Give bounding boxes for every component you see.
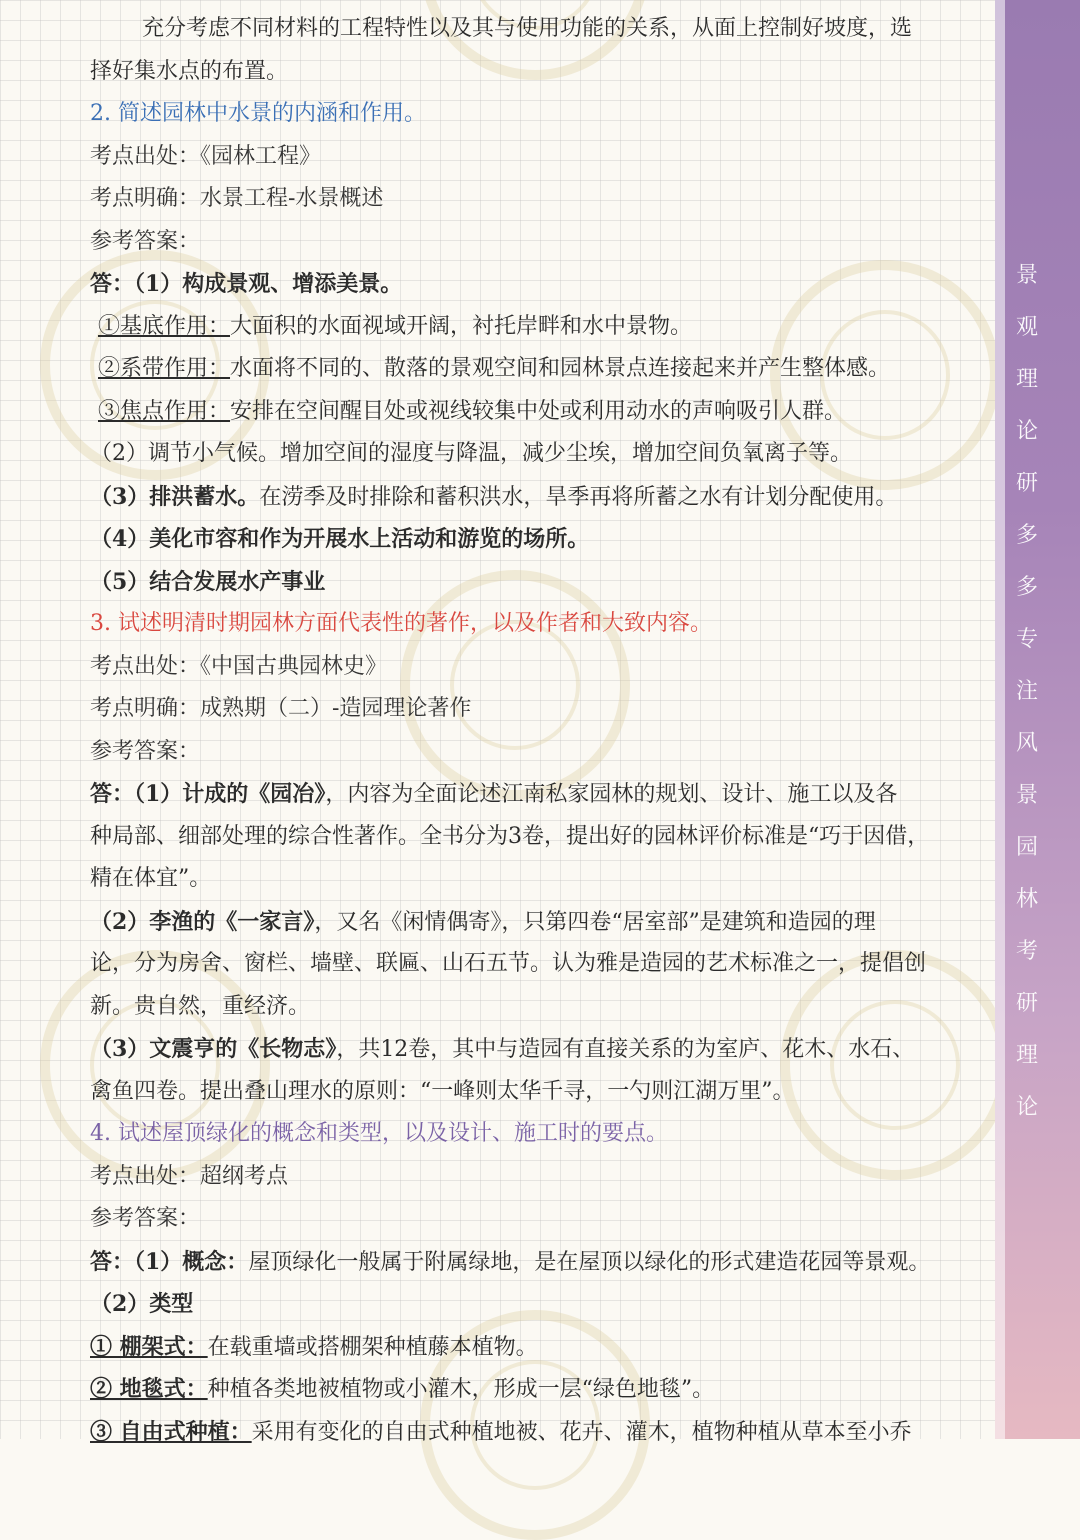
sidebar-char: 考 xyxy=(1015,939,1038,964)
item-label: 答：（1）计成的《园冶》 xyxy=(90,781,326,807)
sidebar-char: 专 xyxy=(1015,627,1038,652)
document-body xyxy=(90,8,990,1453)
item-text: 水面将不同的、散落的景观空间和园林景点连接起来并产生整体感。 xyxy=(230,356,891,381)
source-line: 考点出处：超纲考点 xyxy=(90,1163,289,1189)
item-text: 在载重墙或搭棚架种植藤本植物。 xyxy=(207,1334,538,1360)
paragraph-line: 充分考虑不同材料的工程特性以及其与使用功能的关系，从面上控制好坡度，选 xyxy=(142,16,913,41)
item-label: ①基底作用： xyxy=(98,313,231,339)
answer-line xyxy=(90,391,990,434)
item-label: （2）李渔的《一家言》 xyxy=(90,908,315,935)
item-text: ，又名《闲情偶寄》，只第四卷“居室部”是建筑和造园的理 xyxy=(314,909,876,935)
answer-line: 种局部、细部处理的综合性著作。全书分为3卷，提出好的园林评价标准是“巧于因借， xyxy=(90,823,930,849)
sidebar-char: 研 xyxy=(1015,471,1038,496)
item-label: （3）排洪蓄水。 xyxy=(90,483,260,510)
source-line: 考点出处：《中国古典园林史》 xyxy=(90,653,388,679)
sidebar-char: 理 xyxy=(1015,367,1038,392)
sidebar-char: 多 xyxy=(1015,575,1038,600)
answer-line: 精在体宜”。 xyxy=(90,866,212,891)
sidebar-char: 理 xyxy=(1015,1043,1038,1068)
item-label: ② 地毯式： xyxy=(90,1376,208,1402)
answer-line: （2）类型 xyxy=(90,1291,194,1317)
item-label: ③焦点作用： xyxy=(98,398,231,424)
question-title: 2. 简述园林中水景的内涵和作用。 xyxy=(90,101,426,126)
item-text: 在涝季及时排除和蓄积洪水，旱季再将所蓄之水有计划分配使用。 xyxy=(259,484,898,510)
item-label: 答：（1）概念： xyxy=(90,1248,249,1275)
item-text: ，共12卷，其中与造园有直接关系的为室庐、花木、水石、 xyxy=(336,1037,915,1062)
answer-line: 答：（1）构成景观、增添美景。 xyxy=(90,271,403,297)
paragraph-line: 择好集水点的布置。 xyxy=(90,58,289,84)
source-line: 考点出处：《园林工程》 xyxy=(90,143,322,169)
sidebar-char: 论 xyxy=(1015,419,1038,444)
question-title: 4. 试述屋顶绿化的概念和类型，以及设计、施工时的要点。 xyxy=(90,1121,668,1146)
answer-line xyxy=(90,901,990,944)
sidebar-vertical-text xyxy=(1005,250,1049,1134)
item-label: （3）文震亨的《长物志》 xyxy=(90,1036,337,1062)
item-text: 屋顶绿化一般属于附属绿地，是在屋顶以绿化的形式建造花园等景观。 xyxy=(248,1249,931,1275)
sidebar xyxy=(995,0,1080,1439)
sidebar-char: 注 xyxy=(1015,679,1038,704)
sidebar-char: 论 xyxy=(1015,1095,1038,1120)
sidebar-char: 园 xyxy=(1015,835,1038,860)
sidebar-char: 风 xyxy=(1015,731,1038,756)
question-title: 3. 试述明清时期园林方面代表性的著作，以及作者和大致内容。 xyxy=(90,611,712,636)
answer-line xyxy=(90,1326,990,1369)
sidebar-strip xyxy=(995,0,1005,1439)
answer-line xyxy=(90,306,990,349)
point-line: 考点明确：成熟期（二）-造园理论著作 xyxy=(90,696,472,721)
answer-line: 禽鱼四卷。提出叠山理水的原则：“一峰则太华千寻，一勺则江湖万里”。 xyxy=(90,1078,795,1104)
answer-line xyxy=(90,476,990,519)
answer-line xyxy=(90,1241,990,1284)
answer-line: （5）结合发展水产事业 xyxy=(90,568,326,595)
answer-line xyxy=(90,1411,990,1454)
item-label: ③ 自由式种植： xyxy=(90,1418,252,1445)
item-label: ① 棚架式： xyxy=(90,1333,208,1360)
answer-line xyxy=(90,773,990,816)
point-line: 考点明确：水景工程-水景概述 xyxy=(90,186,384,211)
answer-line xyxy=(90,348,990,391)
answer-line xyxy=(90,1028,990,1071)
sidebar-char: 景 xyxy=(1015,263,1038,288)
answer-line: 论，分为房舍、窗栏、墙壁、联匾、山石五节。认为雅是造园的艺术标准之一，提倡创 xyxy=(90,951,927,976)
item-text: 安排在空间醒目处或视线较集中处或利用动水的声响吸引人群。 xyxy=(230,398,847,424)
item-text: 大面积的水面视域开阔，衬托岸畔和水中景物。 xyxy=(230,313,693,339)
item-text: 采用有变化的自由式种植地被、花卉、灌木，植物种植从草本至小乔 xyxy=(251,1419,912,1445)
answer-line: 新。贵自然，重经济。 xyxy=(90,993,311,1019)
sidebar-char: 多 xyxy=(1015,523,1038,548)
answer-label: 参考答案： xyxy=(90,1206,201,1231)
answer-label: 参考答案： xyxy=(90,738,201,764)
sidebar-char: 林 xyxy=(1015,887,1038,912)
answer-label: 参考答案： xyxy=(90,228,201,254)
item-text: 种植各类地被植物或小灌木，形成一层“绿色地毯”。 xyxy=(207,1377,715,1402)
sidebar-char: 研 xyxy=(1015,991,1038,1016)
answer-line: （4）美化市容和作为开展水上活动和游览的场所。 xyxy=(90,526,590,552)
sidebar-char: 景 xyxy=(1015,783,1038,808)
item-label: ②系带作用： xyxy=(98,356,231,381)
answer-line xyxy=(90,1368,990,1411)
answer-line: （2）调节小气候。增加空间的湿度与降温，减少尘埃，增加空间负氧离子等。 xyxy=(90,441,852,466)
sidebar-char: 观 xyxy=(1015,315,1038,340)
item-text: ，内容为全面论述江南私家园林的规划、设计、施工以及各 xyxy=(325,782,898,807)
